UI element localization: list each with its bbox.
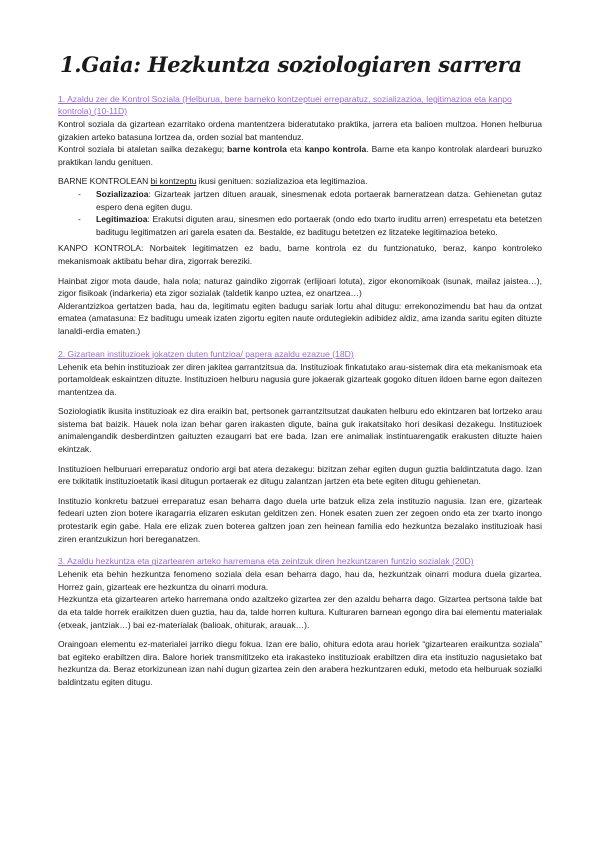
section-3-paragraph-1: Lehenik eta behin hezkuntza fenomeno soziala dela esan beharra dago, hau da, hezkuntzak oinarri modura duela gizartea. Horrez gain, gizarteak ere hezkuntza du oinarri modura. (58, 569, 542, 592)
list-item-term: Sozializazioa (96, 188, 149, 199)
section-3-paragraph-2: Hezkuntza eta gizartearen arteko harremana ondo azaltzeko gizartea zer den azaldu beharra dago. Gizartea pertsona talde bat da eta talde horrek eraikitzen duen guztia, hau da, talde horren kultura. Kulturaren barnean egongo dira bai elementu materialak (etxeak, jantziak…) bai ez-materialak (balioak, ohiturak, arauak…). (58, 594, 542, 630)
section-3 (58, 555, 542, 688)
section-3-heading: 3. Azaldu hezkuntza eta gizartearen arteko harremana eta zeintzuk diren hezkuntzaren funtzio sozialak (20D) (58, 556, 474, 567)
list-item (58, 188, 542, 213)
section-1 (58, 93, 542, 338)
list-item-text: : Gizarteak jartzen dituen arauak, sinesmenak edota portaerak barneratzean datza. Gehienetan gutaz espero dena egiten dugu. (96, 188, 542, 212)
text-run: eta (286, 144, 305, 155)
dash-bullet: - (78, 188, 81, 199)
section-2-paragraph-2: Soziologiatik ikusita instituzioak ez dira eraikin bat, pertsonek garrantzitsutzat daukaten helburu edo ekintzaren bat lortzeko arau sistema bat baizik. Hauek nola izan behar garen irakasten digute, baina guk irakatsitako hori desikasi dezakegu. Instituzioek animalengandik desberdintzen gaituzten ezaugarri bat ere bada. Izan ere animaliak instintuarengatik erakusten dituzte haien ekintzak. (58, 406, 542, 455)
section-2-paragraph-4: Instituzio konkretu batzuei erreparatuz esan beharra dago duela urte batzuk eliza zela instituzio nagusia. Izan ere, gizarteak fedeari uzten zion botere ikaragarria elizaren eskutan gelditzen zen. Honek esaten zuen zer zegoen ondo eta zer txarto inongo protestarik egin gabe. Hala ere elizak zuen boterea galtzen joan zen heinean familia edo hezkuntza bezalako instituzioak hasi ziren erantzukizun hori bereganatzen. (58, 495, 542, 544)
section-1-paragraph-1: Kontrol soziala da gizartean ezarritako ordena mantentzera bideratutako praktika, jarrera eta balioen multzoa. Honen helburua gizakien arteko batasuna lortzea da, orden sozial bat mantenduz. (58, 119, 542, 142)
section-1-paragraph-2 (58, 143, 542, 168)
concept-list (58, 188, 542, 238)
list-item-text: : Erakutsi diguten arau, sinesmen edo portaerak (ondo edo txarto iruditu arren) errespetatu eta betetzen baditugu legitimatzen ari garela esaten da. Bestalde, ez baditugu betetzen ez litzateke legitimazioa beteko. (96, 214, 542, 237)
bold-term-kanpo-kontrola: kanpo kontrola (304, 144, 367, 155)
section-1-paragraph-6: Alderantzizkoa gertatzen bada, hau da, legitimatu egiten badugu sariak lortu ahal ditugu: errekonozimendu bat hau da ontzat ematea (amatasuna: Ez baditugu umeak izaten zigortu egiten naute ordutegiekin adibidez aldiz, ama izanda saritu egiten dituzte lanaldi-erdia ematen.) (58, 300, 542, 336)
underlined-term: bi kontzeptu (150, 176, 197, 187)
section-2-paragraph-3: Instituzioen helburuari erreparatuz ondorio argi bat atera dezakegu: bizitzan zehar egiten dugun guztia baldintzatuta dago. Izan ere txikitatik instituzioetatik ikasi ditugun portaerak ez ditugu zalantzan jartzen eta bete egiten ditugu gehienetan. (58, 463, 542, 487)
page-title: 1.Gaia: Hezkuntza soziologiaren sarrera (60, 52, 522, 77)
section-1-heading: 1. Azaldu zer de Kontrol Soziala (Helburua, bere barneko kontzeptuei erreparatuz, sozializazioa, legitimazioa eta kanpo kontrola) (10-11D) (58, 94, 512, 116)
section-2-paragraph-1: Lehenik eta behin instituzioak zer diren jakitea garrantzitsua da. Instituzioak finkatutako arau-sistemak dira eta mekanismoak eta portamoldeak eskaintzen dituzte. Instituzioen helburu nagusia gure jokaerak gizarteak gogoko dituen ildoen barne egon daitezen mantentzea da. (58, 361, 542, 397)
list-item (58, 213, 542, 238)
text-run: . Barne eta kanpo kontrolak alardeari buruzko praktikan landu genituen. (58, 144, 542, 167)
dash-bullet: - (78, 214, 81, 225)
text-run: BARNE KONTROLEAN (58, 176, 151, 187)
text-run: Kontrol soziala bi ataletan sailka dezakegu; (58, 144, 228, 155)
section-3-paragraph-3: Oraingoan elementu ez-materialei jarriko diegu fokua. Izan ere balio, ohitura edota arau horiek “gizartearen eraikuntza soziala” bat egiteko erabiltzen dira. Balore horiek transmititzeko eta irakasteko instituzioak erabiltzen dira eta instituzio nagusietako bat hezkuntza da. Beraz etorkizunean izan nahi dugun gizartea zein den arabera hezkuntzaren eduki, metodo eta helburuak sozialki baldintzatu egiten ditugu. (58, 639, 542, 687)
section-2-heading: 2. Gizartean instituzioek jokatzen duten funtzioa/ papera azaldu ezazue (18D) (58, 348, 354, 359)
section-1-paragraph-4: KANPO KONTROLA: Norbaitek legitimatzen ez badu, barne kontrola ez du funtzionatuko, beraz, kanpo kontroleko mekanismoak aktibatu behar dira, zigorrak bereziki. (58, 243, 542, 266)
section-1-paragraph-3 (58, 175, 542, 188)
list-item-term: Legitimazioa (96, 214, 148, 225)
section-2 (58, 348, 542, 546)
text-run: ikusi genituen: sozializazioa eta legitimazioa. (196, 176, 368, 187)
section-1-paragraph-5: Hainbat zigor mota daude, hala nola; naturaz gaindiko zigorrak (erlijioari lotuta), zigor ekonomikoak (isunak, mailaz jaistea…), zigor fisikoak (indarkeria) eta zigor sozialak (taldetik kanpo uztea, ez onartzea…) (58, 275, 542, 299)
bold-term-barne-kontrola: barne kontrola (227, 144, 287, 155)
